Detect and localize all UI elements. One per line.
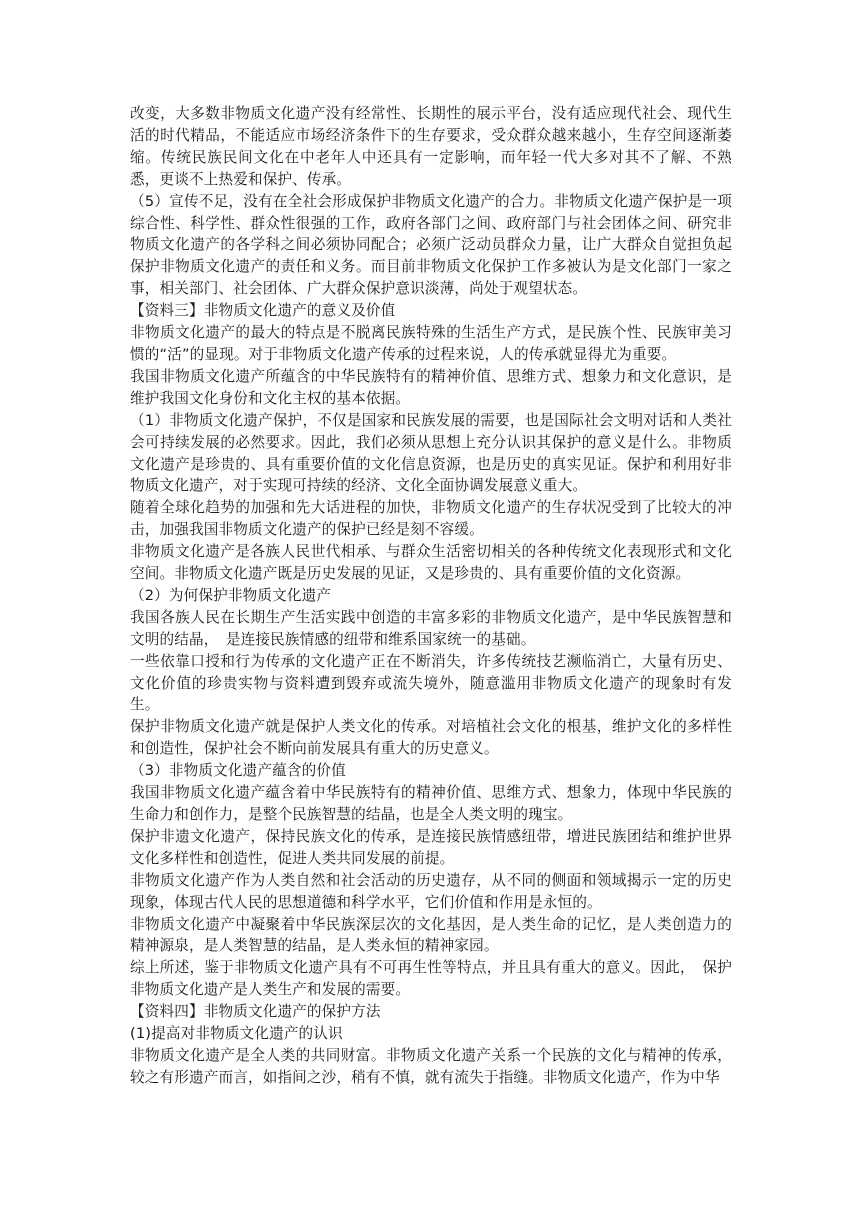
subsection-heading: （3）非物质文化遗产蕴含的价值 [130, 762, 346, 780]
paragraph: 非物质文化遗产的最大的特点是不脱离民族特殊的生活生产方式，是民族个性、民族审美习惯的“活”的显现。对于非物质文化遗产传承的过程来说，人的传承就显得尤为重要。 [130, 324, 732, 363]
paragraph: 非物质文化遗产作为人类自然和社会活动的历史遗存，从不同的侧面和领域揭示一定的历史现象，体现古代人民的思想道德和科学水平，它们价值和作用是永恒的。 [130, 871, 732, 911]
paragraph: 保护非遗文化遗产，保持民族文化的传承，是连接民族情感纽带，增进民族团结和维护世界文化多样性和创造性，促进人类共同发展的前提。 [130, 827, 732, 867]
paragraph: 保护非物质文化遗产就是保护人类文化的传承。对培植社会文化的根基，维护文化的多样性和创造性，保护社会不断向前发展具有重大的历史意义。 [130, 718, 732, 758]
section-heading: 【资料四】非物质文化遗产的保护方法 [130, 1003, 381, 1021]
subsection-heading: （2）为何保护非物质文化遗产 [130, 586, 332, 604]
paragraph: 我国非物质文化遗产蕴含着中华民族特有的精神价值、思维方式、想象力，体现中华民族的生命力和创作力，是整个民族智慧的结晶，也是全人类文明的瑰宝。 [130, 784, 732, 823]
paragraph: 我国各族人民在长期生产生活实践中创造的丰富多彩的非物质文化遗产，是中华民族智慧和文明的结晶， 是连接民族情感的纽带和维系国家统一的基础。 [130, 608, 732, 648]
paragraph: 综上所述，鉴于非物质文化遗产具有不可再生性等特点，并且具有重大的意义。因此， 保护非物质文化遗产是人类生产和发展的需要。 [130, 959, 732, 999]
paragraph: 改变，大多数非物质文化遗产没有经常性、长期性的展示平台，没有适应现代社会、现代生活的时代精品，不能适应市场经济条件下的生存要求，受众群众越来越小，生存空间逐渐萎缩。传统民族民间文化在中老年人中还具有一定影响，而年轻一代大多对其不了解、不熟悉，更谈不上热爱和保护、传承。 [130, 105, 732, 188]
paragraph: 我国非物质文化遗产所蕴含的中华民族特有的精神价值、思维方式、想象力和文化意识，是维护我国文化身份和文化主权的基本依据。 [130, 367, 732, 407]
paragraph: 非物质文化遗产是各族人民世代相承、与群众生活密切相关的各种传统文化表现形式和文化空间。非物质文化遗产既是历史发展的见证，又是珍贵的、具有重要价值的文化资源。 [130, 543, 732, 583]
paragraph: （1）非物质文化遗产保护，不仅是国家和民族发展的需要，也是国际社会文明对话和人类社会可持续发展的必然要求。因此，我们必须从思想上充分认识其保护的意义是什么。非物质文化遗产是珍贵的、具有重要价值的文化信息资源，也是历史的真实见证。保护和利用好非物质文化遗产，对于实现可持续的经济、文化全面协调发展意义重大。 [130, 411, 732, 495]
paragraph: 非物质文化遗产是全人类的共同财富。非物质文化遗产关系一个民族的文化与精神的传承，较之有形遗产而言，如指间之沙，稍有不慎，就有流失于指缝。非物质文化遗产，作为中华 [130, 1046, 732, 1086]
section-heading: 【资料三】非物质文化遗产的意义及价值 [130, 302, 396, 320]
paragraph: 随着全球化趋势的加强和先大话进程的加快，非物质文化遗产的生存状况受到了比较大的冲击，加强我国非物质文化遗产的保护已经是刻不容缓。 [130, 499, 732, 539]
paragraph: 一些依靠口授和行为传承的文化遗产正在不断消失，许多传统技艺濒临消亡，大量有历史、文化价值的珍贵实物与资料遭到毁弃或流失境外，随意滥用非物质文化遗产的现象时有发生。 [130, 652, 732, 714]
paragraph: （5）宣传不足，没有在全社会形成保护非物质文化遗产的合力。非物质文化遗产保护是一项综合性、科学性、群众性很强的工作，政府各部门之间、政府部门与社会团体之间、研究非物质文化遗产的各学科之间必须协同配合；必须广泛动员群众力量，让广大群众自觉担负起保护非物质文化遗产的责任和义务。而目前非物质文化保护工作多被认为是文化部门一家之事，相关部门、社会团体、广大群众保护意识淡薄，尚处于观望状态。 [130, 192, 732, 298]
subsection-heading: (1)提高对非物质文化遗产的认识 [130, 1025, 343, 1043]
paragraph: 非物质文化遗产中凝聚着中华民族深层次的文化基因，是人类生命的记忆，是人类创造力的精神源泉，是人类智慧的结晶，是人类永恒的精神家园。 [130, 915, 732, 955]
